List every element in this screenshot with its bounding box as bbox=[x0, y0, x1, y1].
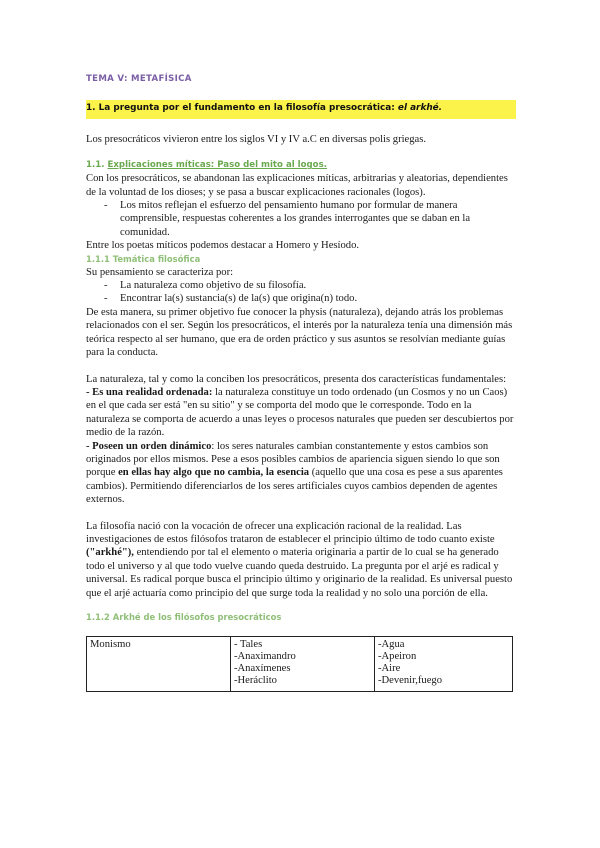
list-item: - Los mitos reflejan el esfuerzo del pensamiento humano por formular de manera comprensible, respuestas coherentes a los grandes interrogantes que se daban en la comunidad. bbox=[104, 200, 471, 238]
dynamic-text-2: (aquello que una cosa es pese a sus aparentes cambios). Permitiendo diferenciarlos de los seres artificiales cuyos cambios dependen de agentes externos. bbox=[86, 467, 503, 506]
section-1-1-2-heading: 1.1.2 Arkhé de los filósofos presocráticos bbox=[86, 612, 282, 622]
arkhe-value: -Devenir,fuego bbox=[378, 675, 442, 687]
section-1-1-number: 1.1. bbox=[86, 160, 105, 171]
list-item: - La naturaleza como objetivo de su filosofía. bbox=[104, 280, 307, 292]
philosophy-text-1: La filosofía nació con la vocación de ofrecer una explicación racional de la realidad. Las investigaciones de estos filósofos trataron de establecer el principio último de todo cuanto existe bbox=[86, 520, 495, 545]
philosopher: -Anaximandro bbox=[234, 651, 296, 663]
list-item-text: Los mitos reflejan el esfuerzo del pensamiento humano por formular de manera comprensible, respuestas coherentes a los grandes interrogantes que se daban en la comunidad. bbox=[120, 200, 471, 238]
philosopher: -Heráclito bbox=[234, 675, 277, 687]
ordered-paragraph bbox=[86, 386, 516, 440]
list-item: - Encontrar la(s) sustancia(s) de la(s) que origina(n) todo. bbox=[104, 293, 358, 305]
dynamic-text-1: : los seres naturales cambian constantemente y estos cambios son originados por ellos mismos. Pese a esos posibles cambios de apariencia siguen siendo lo que son porque bbox=[86, 440, 500, 479]
section-1-1-paragraph: Con los presocráticos, se abandonan las explicaciones míticas, arbitrarias y aleatorias, dependientes de la voluntad de los dioses; y se pasa a buscar explicaciones racionales (logos). bbox=[86, 173, 508, 198]
philosophy-text-2: entendiendo por tal el elemento o materia originaria a partir de lo cual se ha generado todo el universo y al que todo vuelve cuando queda destruido. La pregunta por el arjé es radical y universal. Es radical porque busca el principio último y originario de la realidad. Es universal puesto que el arjé actuaría como principio del que surge toda la realidad y no solo una porción de ella. bbox=[86, 547, 513, 599]
section-1-title: 1. La pregunta por el fundamento en la filosofía presocrática: bbox=[86, 103, 395, 114]
section-1-1-1-lead: Su pensamiento se caracteriza por: bbox=[86, 266, 234, 278]
table-cell-philosophers bbox=[231, 637, 375, 692]
ordered-text: la naturaleza constituye un todo ordenado (un Cosmos y no un Caos) en el que cada ser está "en su sitio" y se comporta del modo que le corresponde. Todo en la naturaleza se comporta de acuerdo a unas leyes o procesos naturales que pueden ser descubiertos por medio de la razón. bbox=[86, 386, 514, 439]
section-1-1-after: Entre los poetas míticos podemos destacar a Homero y Hesíodo. bbox=[86, 240, 360, 252]
section-1-1-1-heading: 1.1.1 Temática filosófica bbox=[86, 253, 201, 264]
section-1-1-heading bbox=[86, 159, 516, 172]
list-item-text: La naturaleza como objetivo de su filosofía. bbox=[120, 280, 307, 292]
ordered-bold: - Es una realidad ordenada: bbox=[86, 386, 213, 398]
table-row bbox=[87, 637, 513, 692]
philosopher: - Tales bbox=[234, 639, 263, 651]
table-cell-arkhe bbox=[375, 637, 513, 692]
intro-paragraph: Los presocráticos vivieron entre los siglos VI y IV a.C en diversas polis griegas. bbox=[86, 133, 427, 145]
arkhe-value: -Agua bbox=[378, 639, 405, 651]
section-1-1-1-list bbox=[86, 279, 516, 306]
section-1-heading bbox=[86, 100, 516, 118]
philosopher: -Anaxímenes bbox=[234, 663, 291, 675]
list-item-text: Encontrar la(s) sustancia(s) de la(s) que origina(n) todo. bbox=[120, 293, 358, 305]
physis-paragraph: De esta manera, su primer objetivo fue conocer la physis (naturaleza), dejando atrás los problemas relacionados con el ser. Según los presocráticos, el interés por la naturaleza tenía una dimensión más teórica respecto al ser humano, que era de orden práctico y sus asuntos se resolvían mediante guías para la conducta. bbox=[86, 306, 513, 359]
topic-title: TEMA V: METAFÍSICA bbox=[86, 74, 192, 84]
nature-lead-paragraph: La naturaleza, tal y como la conciben los presocráticos, presenta dos características fundamentales: bbox=[86, 373, 507, 385]
philosophy-bold: ("arkhé"), bbox=[86, 547, 134, 559]
section-1-title-italic: el arkhé. bbox=[397, 103, 443, 114]
dynamic-paragraph bbox=[86, 440, 516, 507]
arkhe-value: -Apeiron bbox=[378, 651, 417, 663]
section-1-1-list bbox=[86, 199, 516, 239]
dynamic-bold: - Poseen un orden dinámico bbox=[86, 440, 212, 452]
arkhe-value: -Aire bbox=[378, 663, 401, 675]
dynamic-bold-2: en ellas hay algo que no cambia, la esencia bbox=[118, 467, 310, 479]
section-1-1-title: Explicaciones míticas: Paso del mito al logos. bbox=[107, 160, 327, 171]
arkhe-table bbox=[86, 636, 513, 692]
philosophy-paragraph bbox=[86, 520, 516, 600]
table-cell-label: Monismo bbox=[87, 637, 231, 692]
document-page bbox=[86, 70, 516, 692]
